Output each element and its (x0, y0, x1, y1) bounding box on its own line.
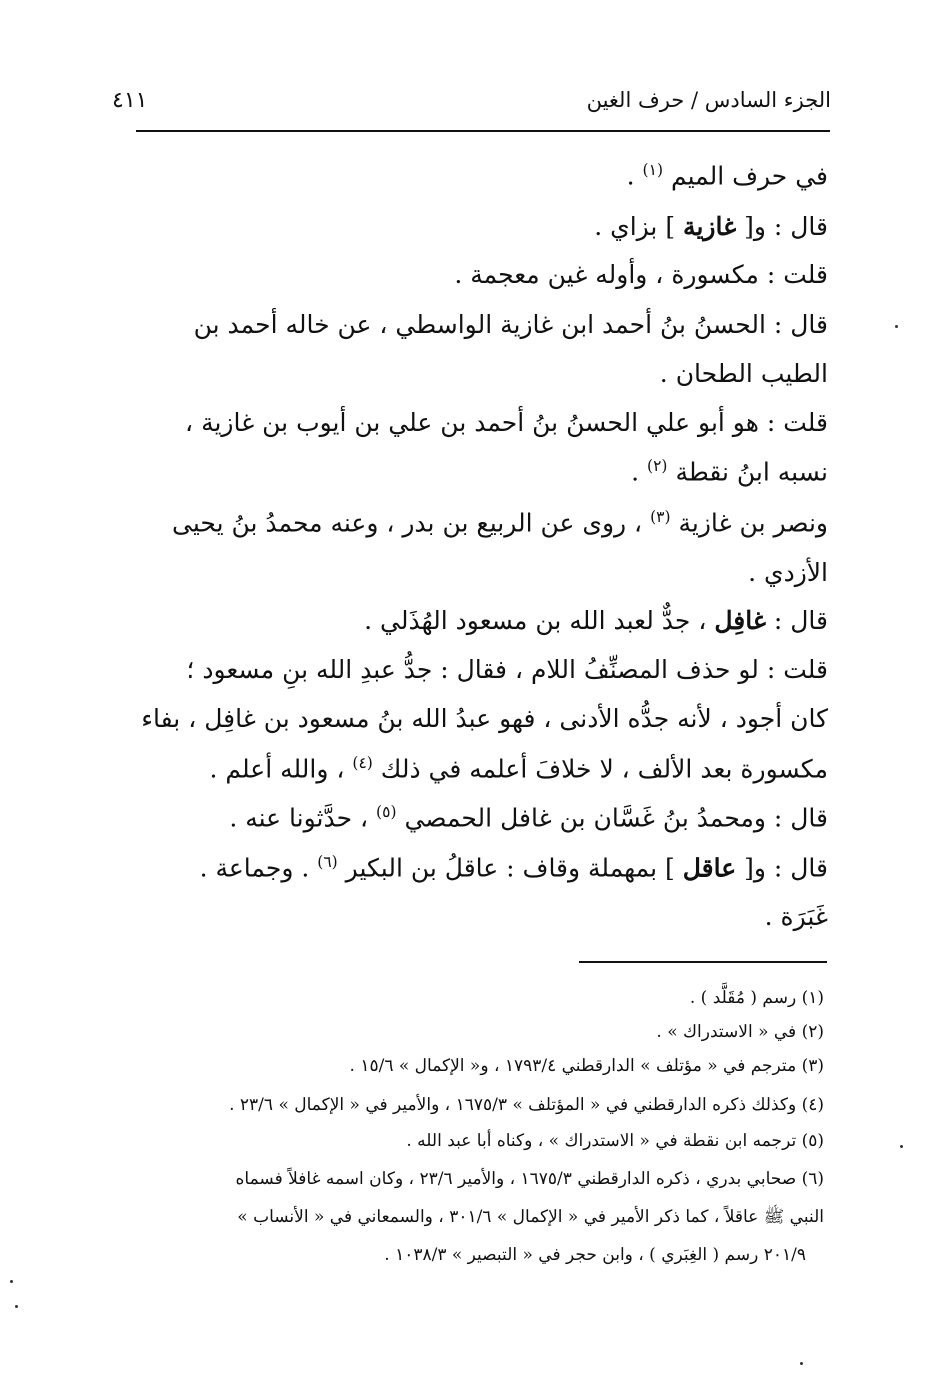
header-rule (136, 130, 830, 132)
scan-speck (15, 1305, 18, 1308)
footnote-1: (١) رسم ( مُقَلَّد ) . (689, 988, 824, 1008)
text-line-6: قلت : هو أبو علي الحسنُ بنُ أحمد بن علي بن أيوب بن غازية ، (185, 408, 828, 437)
footnote-6-line-3: ٢٠١/٩ رسم ( الغِبَري ) ، وابن حجر في « التبصير » ١٠٣٨/٣ . (384, 1245, 806, 1265)
footnote-ref-3[interactable]: (٣) (650, 508, 671, 526)
text-line-10: قال : غافِل ، جدٌّ لعبد الله بن مسعود الهُذَلي . (364, 606, 828, 635)
text-line-3: قلت : مكسورة ، وأوله غين معجمة . (454, 260, 828, 289)
text-line-13: مكسورة بعد الألف ، لا خلافَ أعلمه في ذلك $^{(٤)}$ ، والله أعلم . (209, 754, 828, 784)
scan-speck (895, 325, 898, 328)
scan-speck (900, 1145, 903, 1148)
entry-headword: غافِل (714, 606, 766, 635)
footnote-3: (٣) مترجم في « مؤتلف » الدارقطني ١٧٩٣/٤ ، و« الإكمال » ١٥/٦ . (349, 1056, 824, 1076)
text-line-7: نسبه ابنُ نقطة $^{(٢)}$ . (631, 457, 828, 487)
scan-speck (10, 1280, 13, 1283)
footnote-ref-6[interactable]: (٦) (317, 853, 338, 871)
footnote-6-line-2: النبي ﷺ عاقلاً ، كما ذكر الأمير في « الإكمال » ٣٠١/٦ ، والسمعاني في « الأنساب » (237, 1207, 824, 1227)
footnote-4: (٤) وكذلك ذكره الدارقطني في « المؤتلف » ١٦٧٥/٣ ، والأمير في « الإكمال » ٢٣/٦ . (229, 1095, 824, 1115)
entry-headword: عاقل (682, 853, 737, 883)
footnote-ref-2[interactable]: (٢) (647, 457, 668, 475)
footnote-2: (٢) في « الاستدراك » . (656, 1022, 824, 1042)
entry-headword: غازية (683, 212, 737, 241)
footnote-ref-5[interactable]: (٥) (376, 803, 397, 821)
text-line-9: الأزدي . (748, 558, 828, 587)
text-line-5: الطيب الطحان . (659, 359, 828, 388)
page-number: ٤١١ (112, 88, 148, 113)
footnote-5: (٥) ترجمه ابن نقطة في « الاستدراك » ، وكناه أبا عبد الله . (406, 1131, 824, 1151)
text-line-16: غَبَرَة . (764, 902, 828, 931)
text-line-15: قال : و[ عاقل ] بمهملة وقاف : عاقلُ بن البكير $^{(٦)}$ . وجماعة . (199, 853, 828, 883)
scan-speck (800, 1362, 803, 1365)
text-line-4: قال : الحسنُ بنُ أحمد ابن غازية الواسطي ، عن خاله أحمد بن (193, 310, 828, 339)
footnote-6-line-1: (٦) صحابي بدري ، ذكره الدارقطني ١٦٧٥/٣ ، والأمير ٢٣/٦ ، وكان اسمه غافلاً فسماه (235, 1169, 824, 1189)
footnote-ref-4[interactable]: (٤) (352, 754, 373, 772)
footnote-separator (579, 961, 827, 963)
text-line-12: كان أجود ، لأنه جدُّه الأدنى ، فهو عبدُ الله بنُ مسعود بن غافِل ، بفاء (141, 704, 828, 733)
running-title: الجزء السادس / حرف الغين (586, 88, 831, 112)
text-line-1: في حرف الميم $^{(١)}$ . (626, 161, 828, 191)
text-line-8: ونصر بن غازية $^{(٣)}$ ، روى عن الربيع بن بدر ، وعنه محمدُ بنُ يحيى (172, 508, 828, 538)
text-line-14: قال : ومحمدُ بنُ غَسَّان بن غافل الحمصي $^{(٥)}$ ، حدَّثونا عنه . (229, 803, 828, 833)
text-line-11: قلت : لو حذف المصنِّفُ اللام ، فقال : جدُّ عبدِ الله بنِ مسعود ؛ (186, 655, 828, 684)
footnote-ref-1[interactable]: (١) (642, 161, 663, 179)
text-line-2: قال : و[ غازية ] بزاي . (594, 212, 828, 241)
